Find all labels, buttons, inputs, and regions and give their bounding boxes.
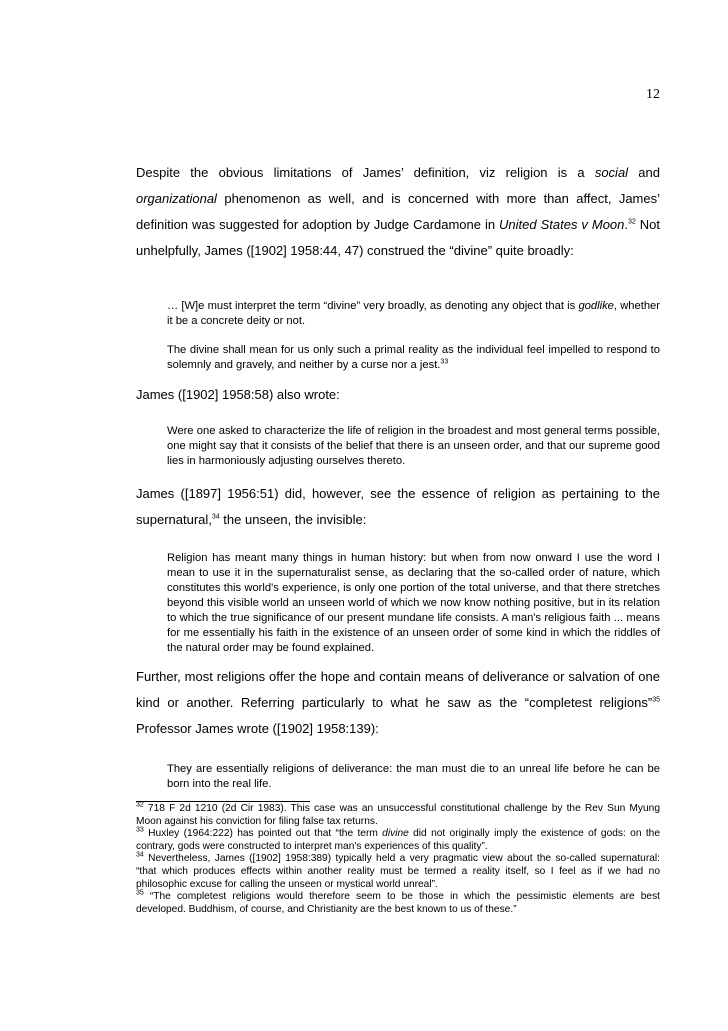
case-name: United States v Moon — [499, 217, 625, 232]
footnote-number: 32 — [136, 801, 144, 809]
italic-text: organizational — [136, 191, 217, 206]
footnote-32 — [136, 803, 660, 828]
footnote-text: “The completest religions would therefore seem to be those in which the pessimistic elements are best developed. Buddhism, of course, and Christianity are the best known to us of these.” — [136, 891, 660, 915]
paragraph-text: the unseen, the invisible: — [219, 512, 367, 527]
paragraph-text: Despite the obvious limitations of James’ definition, viz religion is a — [136, 165, 595, 180]
footnote-ref-35[interactable]: 35 — [652, 696, 660, 704]
paragraph-text: Professor James wrote ([1902] 1958:139): — [136, 721, 379, 736]
paragraph-text: James ([1897] 1956:51) did, however, see the essence of religion as pertaining to the supernatural, — [136, 486, 660, 527]
paragraph-text: phenomenon as well, and is concerned with more than affect, James’ definition was suggested for adoption by Judge Cardamone in — [136, 191, 660, 232]
quote-text: Religion has meant many things in human history: but when from now onward I use the word I mean to use it in the supernaturalist sense, as declaring that the so-called order of nature, which constitutes this world's experience, is only one portion of the total universe, and that there stretches beyond this visible world an unseen world of which we now know nothing positive, but in its relation to which the true significance of our present mundane life consists. A man's religious faith ... means for me essentially his faith in the existence of an unseen order of some kind in which the riddles of the natural order may be found explained. — [167, 552, 660, 654]
main-text — [136, 160, 660, 792]
block-quote-2 — [167, 343, 660, 373]
quote-text: The divine shall mean for us only such a primal reality as the individual feel impelled to respond to solemnly and gravely, and neither by a curse nor a jest. — [167, 344, 660, 371]
footnote-text: Nevertheless, James ([1902] 1958:389) typically held a very pragmatic view about the so-called supernatural: “that which produces effects within another reality must be termed a reality itself, so I feel as if we had no philosophic excuse for calling the unseen or mystical world unreal”. — [136, 853, 660, 890]
block-quote-5 — [167, 762, 660, 792]
footnotes — [136, 803, 660, 916]
paragraph-1 — [136, 160, 660, 264]
paragraph-3 — [136, 481, 660, 533]
footnote-number: 35 — [136, 889, 144, 897]
quote-text: They are essentially religions of deliverance: the man must die to an unreal life before he can be born into the real life. — [167, 763, 660, 790]
paragraph-text: Not unhelpfully, James ([1902] 1958:44, 47) construed the “divine” quite broadly: — [136, 217, 661, 258]
footnote-ref-34[interactable]: 34 — [211, 513, 220, 521]
italic-text: social — [594, 165, 629, 180]
paragraph-text: Further, most religions offer the hope and contain means of deliverance or salvation of one kind or another. Referring particularly to what he saw as the “completest religions” — [136, 669, 660, 710]
footnote-ref-32[interactable]: 32 — [628, 218, 636, 226]
block-quote-3 — [167, 424, 660, 469]
footnote-separator — [136, 801, 310, 802]
paragraph-text: . — [624, 217, 629, 232]
footnote-text: did not originally imply the existence of gods: on the contrary, gods were constructed to interpret man's experiences of this quality”. — [136, 828, 660, 852]
footnote-number: 34 — [136, 851, 144, 859]
paragraph-text: and — [628, 165, 660, 180]
footnote-34 — [136, 853, 660, 891]
footnote-33 — [136, 828, 660, 853]
footnote-35 — [136, 891, 660, 916]
page-number: 12 — [646, 87, 660, 102]
quote-text: Were one asked to characterize the life of religion in the broadest and most general terms possible, one might say that it consists of the belief that there is an unseen order, and that our supreme good lies in harmoniously adjusting ourselves thereto. — [167, 425, 660, 467]
footnote-ref-33[interactable]: 33 — [440, 358, 449, 366]
quote-text: , whether it be a concrete deity or not. — [167, 300, 660, 327]
footnote-number: 33 — [136, 826, 144, 834]
italic-text: divine — [382, 828, 409, 840]
paragraph-4 — [136, 664, 660, 742]
block-quote-4 — [167, 551, 660, 656]
block-quote-1 — [167, 299, 660, 329]
quote-text: … [W]e must interpret the term “divine” very broadly, as denoting any object that is — [167, 300, 579, 312]
footnote-text: Huxley (1964:222) has pointed out that “the term — [143, 828, 383, 840]
italic-text: godlike — [578, 300, 614, 312]
footnote-text: 718 F 2d 1210 (2d Cir 1983). This case was an unsuccessful constitutional challenge by the Rev Sun Myung Moon against his conviction for filing false tax returns. — [136, 803, 660, 827]
paragraph-2: James ([1902] 1958:58) also wrote: — [136, 387, 340, 402]
